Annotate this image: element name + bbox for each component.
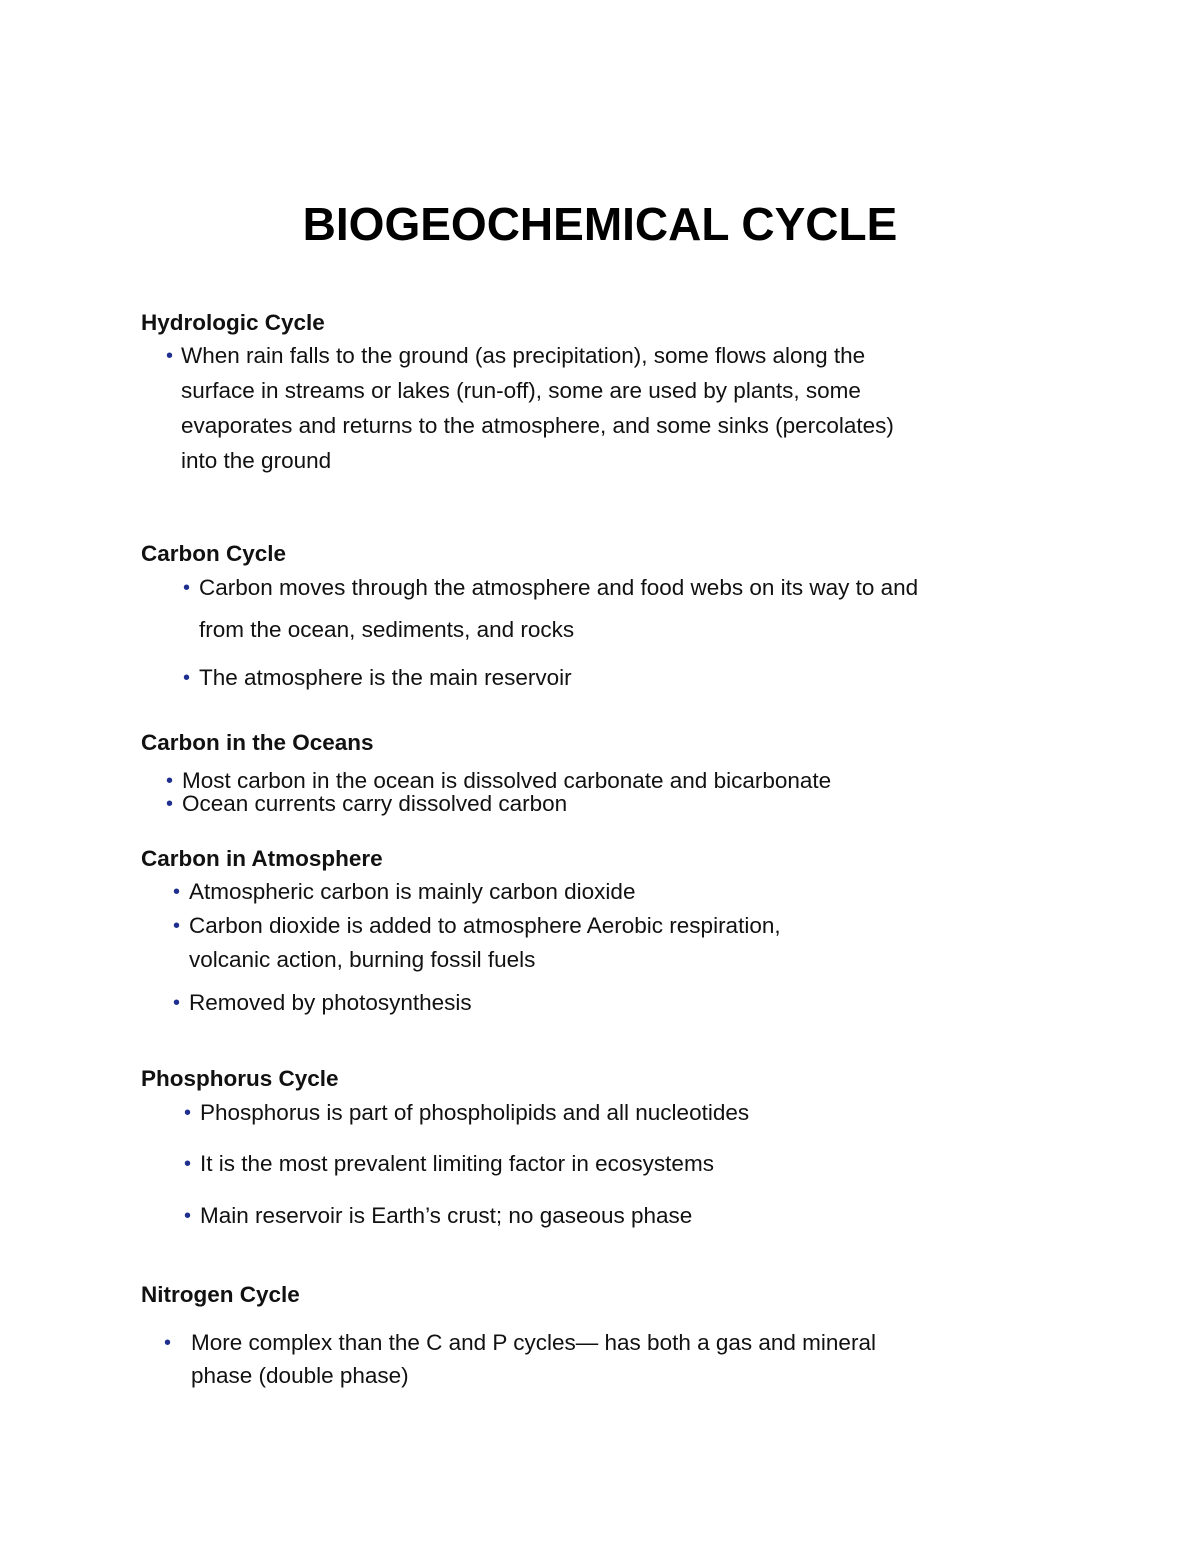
section-heading: Carbon Cycle — [141, 541, 287, 566]
bullet-icon: • — [166, 345, 174, 367]
bullet-icon: • — [184, 1205, 192, 1227]
bullet-icon: • — [173, 992, 181, 1014]
list-item-text: surface in streams or lakes (run-off), some are used by plants, some — [181, 378, 861, 403]
list-item-text: phase (double phase) — [191, 1363, 409, 1388]
section-heading: Nitrogen Cycle — [141, 1282, 300, 1307]
list-item-text: Carbon dioxide is added to atmosphere Aerobic respiration, — [189, 913, 781, 938]
bullet-icon: • — [173, 915, 181, 937]
bullet-icon: • — [184, 1153, 192, 1175]
list-item-text: Removed by photosynthesis — [189, 990, 472, 1015]
list-item-text: When rain falls to the ground (as precipitation), some flows along the — [181, 343, 866, 368]
list-item-text: evaporates and returns to the atmosphere, and some sinks (percolates) — [181, 413, 894, 438]
list-item-text: Carbon moves through the atmosphere and food webs on its way to and — [199, 575, 919, 600]
bullet-icon: • — [166, 793, 174, 815]
list-item-text: from the ocean, sediments, and rocks — [199, 617, 575, 642]
list-item-text: Ocean currents carry dissolved carbon — [182, 791, 568, 816]
bullet-icon: • — [183, 577, 191, 599]
section-heading: Phosphorus Cycle — [141, 1066, 339, 1091]
list-item-text: The atmosphere is the main reservoir — [199, 665, 572, 690]
list-item-text: It is the most prevalent limiting factor in ecosystems — [200, 1151, 714, 1176]
list-item-text: Most carbon in the ocean is dissolved carbonate and bicarbonate — [182, 768, 832, 793]
bullet-icon: • — [166, 770, 174, 792]
list-item-text: Phosphorus is part of phospholipids and all nucleotides — [200, 1100, 750, 1125]
document-title: BIOGEOCHEMICAL CYCLE — [302, 198, 898, 250]
list-item-text: More complex than the C and P cycles— has both a gas and mineral — [191, 1330, 876, 1355]
bullet-icon: • — [164, 1332, 172, 1354]
bullet-icon: • — [173, 881, 181, 903]
list-item-text: volcanic action, burning fossil fuels — [189, 947, 536, 972]
section-heading: Carbon in the Oceans — [141, 730, 374, 755]
list-item-text: Atmospheric carbon is mainly carbon dioxide — [189, 879, 636, 904]
bullet-icon: • — [183, 667, 191, 689]
bullet-icon: • — [184, 1102, 192, 1124]
list-item-text: Main reservoir is Earth’s crust; no gaseous phase — [200, 1203, 693, 1228]
section-heading: Hydrologic Cycle — [141, 310, 325, 335]
section-heading: Carbon in Atmosphere — [141, 846, 383, 871]
list-item-text: into the ground — [181, 448, 332, 473]
